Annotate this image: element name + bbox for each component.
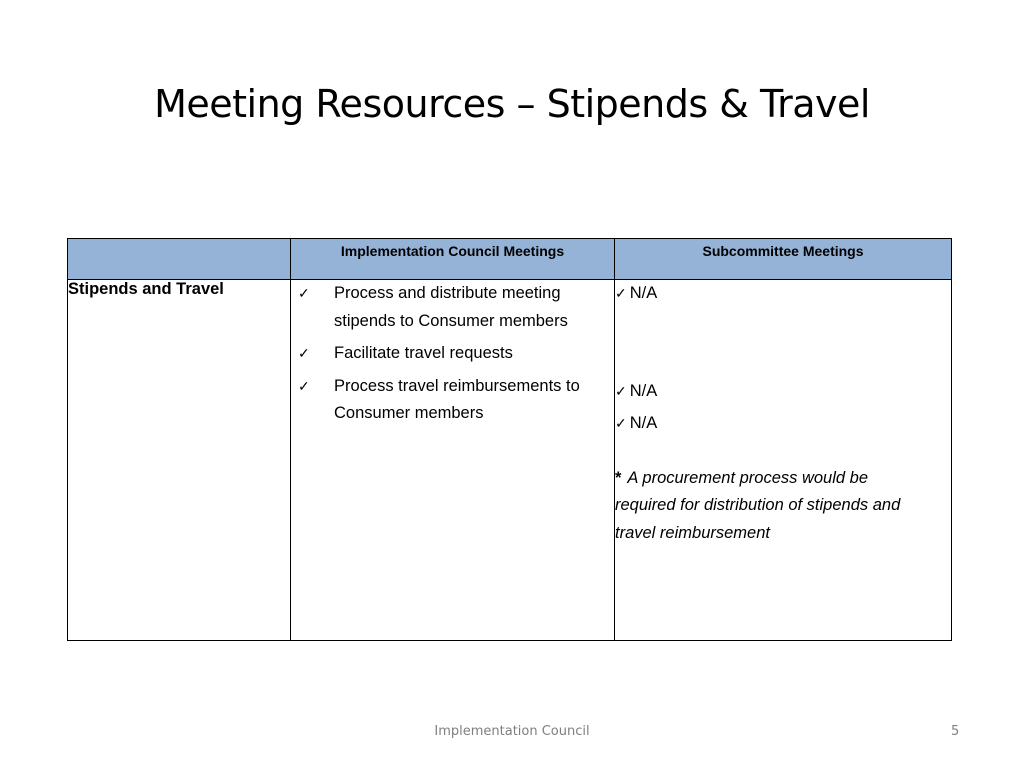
checkmark-icon: ✓ bbox=[298, 345, 310, 361]
slide-title: Meeting Resources – Stipends & Travel bbox=[154, 82, 870, 126]
implementation-item-text: Process travel reimbursements to Consumer members bbox=[334, 376, 580, 422]
subcommittee-item-text: N/A bbox=[629, 381, 658, 400]
list-item bbox=[615, 378, 951, 406]
checkmark-icon: ✓ bbox=[615, 382, 627, 399]
note-asterisk: * bbox=[615, 468, 622, 487]
list-item bbox=[615, 280, 951, 308]
implementation-item-text: Process and distribute meeting stipends to Consumer members bbox=[334, 284, 568, 330]
resources-table bbox=[67, 238, 952, 641]
list-item bbox=[291, 280, 614, 335]
subcommittee-item-text: N/A bbox=[629, 284, 658, 302]
checkmark-icon: ✓ bbox=[615, 415, 627, 431]
checkmark-icon: ✓ bbox=[615, 285, 627, 301]
implementation-item-text: Facilitate travel requests bbox=[334, 344, 513, 362]
list-item bbox=[291, 340, 614, 368]
implementation-items-cell bbox=[291, 280, 615, 641]
checkmark-icon: ✓ bbox=[298, 377, 310, 394]
footer-text: Implementation Council bbox=[434, 724, 590, 739]
procurement-note bbox=[615, 465, 951, 548]
page-number: 5 bbox=[951, 724, 960, 739]
table-header-row bbox=[68, 239, 952, 280]
list-item bbox=[615, 410, 951, 438]
header-subcommittee: Subcommittee Meetings bbox=[615, 239, 952, 280]
row-label-stipends-travel: Stipends and Travel bbox=[68, 280, 291, 641]
list-item bbox=[291, 373, 614, 428]
header-blank-cell bbox=[68, 239, 291, 280]
note-text: A procurement process would be required for distribution of stipends and travel reimbursement bbox=[615, 468, 901, 542]
table-row bbox=[68, 280, 952, 641]
checkmark-icon: ✓ bbox=[298, 285, 310, 301]
subcommittee-item-text: N/A bbox=[629, 414, 658, 432]
header-implementation-council: Implementation Council Meetings bbox=[291, 239, 615, 280]
subcommittee-items-cell bbox=[615, 280, 952, 641]
